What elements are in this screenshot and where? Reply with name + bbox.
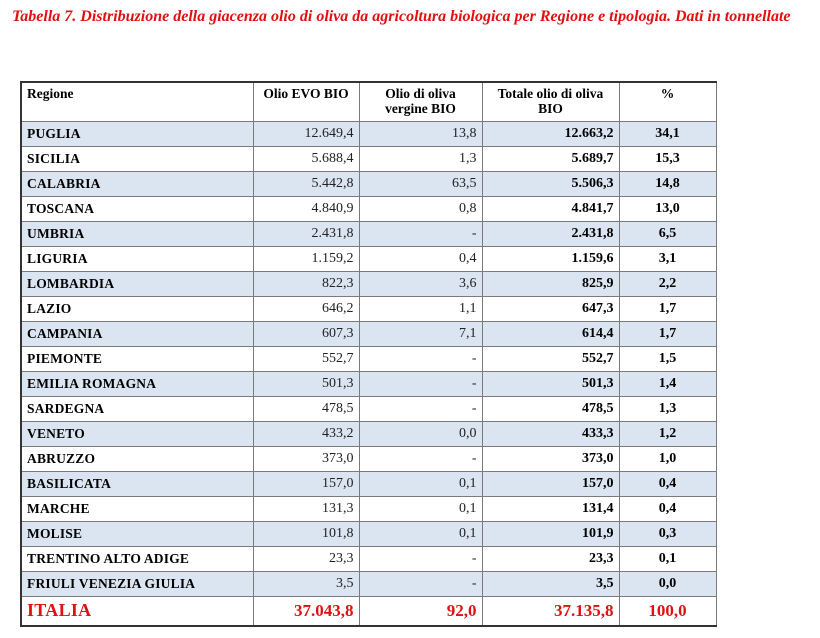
cell-percent: 1,7 — [619, 321, 716, 346]
cell-region: CAMPANIA — [21, 321, 253, 346]
column-header-totale: Totale olio di oliva BIO — [482, 82, 619, 121]
cell-percent: 0,3 — [619, 521, 716, 546]
cell-vergine: - — [359, 571, 482, 596]
table-row — [21, 446, 716, 471]
cell-vergine: 1,1 — [359, 296, 482, 321]
table-row — [21, 471, 716, 496]
cell-region: PIEMONTE — [21, 346, 253, 371]
cell-totale: 614,4 — [482, 321, 619, 346]
cell-evo: 5.442,8 — [253, 171, 359, 196]
cell-percent: 0,0 — [619, 571, 716, 596]
cell-percent: 1,0 — [619, 446, 716, 471]
cell-percent: 1,5 — [619, 346, 716, 371]
table-row — [21, 171, 716, 196]
column-header-evo: Olio EVO BIO — [253, 82, 359, 121]
cell-region: SARDEGNA — [21, 396, 253, 421]
cell-totale: 825,9 — [482, 271, 619, 296]
cell-vergine: 0,1 — [359, 496, 482, 521]
total-row — [21, 596, 716, 626]
total-evo: 37.043,8 — [253, 596, 359, 626]
cell-vergine: 13,8 — [359, 121, 482, 146]
cell-evo: 23,3 — [253, 546, 359, 571]
cell-vergine: - — [359, 396, 482, 421]
cell-totale: 1.159,6 — [482, 246, 619, 271]
cell-totale: 3,5 — [482, 571, 619, 596]
cell-region: VENETO — [21, 421, 253, 446]
cell-totale: 5.506,3 — [482, 171, 619, 196]
cell-percent: 1,4 — [619, 371, 716, 396]
cell-vergine: 1,3 — [359, 146, 482, 171]
cell-percent: 14,8 — [619, 171, 716, 196]
cell-percent: 2,2 — [619, 271, 716, 296]
cell-evo: 157,0 — [253, 471, 359, 496]
cell-percent: 1,7 — [619, 296, 716, 321]
cell-percent: 0,1 — [619, 546, 716, 571]
cell-totale: 12.663,2 — [482, 121, 619, 146]
cell-vergine: - — [359, 346, 482, 371]
cell-totale: 131,4 — [482, 496, 619, 521]
cell-evo: 607,3 — [253, 321, 359, 346]
cell-vergine: - — [359, 546, 482, 571]
cell-percent: 34,1 — [619, 121, 716, 146]
cell-vergine: 0,1 — [359, 471, 482, 496]
cell-percent: 3,1 — [619, 246, 716, 271]
cell-region: FRIULI VENEZIA GIULIA — [21, 571, 253, 596]
table-row — [21, 296, 716, 321]
cell-region: UMBRIA — [21, 221, 253, 246]
cell-region: PUGLIA — [21, 121, 253, 146]
cell-vergine: - — [359, 371, 482, 396]
cell-vergine: 0,0 — [359, 421, 482, 446]
cell-totale: 501,3 — [482, 371, 619, 396]
cell-percent: 0,4 — [619, 496, 716, 521]
table-row — [21, 146, 716, 171]
cell-evo: 501,3 — [253, 371, 359, 396]
cell-evo: 552,7 — [253, 346, 359, 371]
cell-vergine: - — [359, 446, 482, 471]
table-row — [21, 246, 716, 271]
cell-evo: 822,3 — [253, 271, 359, 296]
cell-totale: 2.431,8 — [482, 221, 619, 246]
cell-vergine: 7,1 — [359, 321, 482, 346]
cell-percent: 0,4 — [619, 471, 716, 496]
cell-evo: 3,5 — [253, 571, 359, 596]
cell-percent: 15,3 — [619, 146, 716, 171]
olive-oil-stock-table — [20, 81, 717, 627]
total-region: ITALIA — [21, 596, 253, 626]
table-row — [21, 546, 716, 571]
table-body — [21, 121, 716, 626]
cell-region: TRENTINO ALTO ADIGE — [21, 546, 253, 571]
cell-totale: 647,3 — [482, 296, 619, 321]
table-row — [21, 196, 716, 221]
cell-totale: 101,9 — [482, 521, 619, 546]
cell-region: BASILICATA — [21, 471, 253, 496]
cell-vergine: 3,6 — [359, 271, 482, 296]
column-header-percent: % — [619, 82, 716, 121]
cell-totale: 23,3 — [482, 546, 619, 571]
cell-evo: 478,5 — [253, 396, 359, 421]
cell-vergine: - — [359, 221, 482, 246]
table-row — [21, 421, 716, 446]
table-row — [21, 571, 716, 596]
cell-evo: 1.159,2 — [253, 246, 359, 271]
table-row — [21, 121, 716, 146]
table-caption: Tabella 7. Distribuzione della giacenza olio di oliva da agricoltura biologica per Regione e tipologia. Dati in tonnellate — [12, 8, 791, 25]
cell-percent: 1,2 — [619, 421, 716, 446]
cell-totale: 4.841,7 — [482, 196, 619, 221]
cell-vergine: 0,8 — [359, 196, 482, 221]
total-totale: 37.135,8 — [482, 596, 619, 626]
cell-vergine: 0,1 — [359, 521, 482, 546]
cell-region: ABRUZZO — [21, 446, 253, 471]
table-row — [21, 396, 716, 421]
header-row — [21, 82, 716, 121]
cell-percent: 1,3 — [619, 396, 716, 421]
cell-percent: 6,5 — [619, 221, 716, 246]
table-row — [21, 496, 716, 521]
cell-totale: 478,5 — [482, 396, 619, 421]
cell-region: CALABRIA — [21, 171, 253, 196]
table-row — [21, 346, 716, 371]
table-row — [21, 521, 716, 546]
cell-region: SICILIA — [21, 146, 253, 171]
total-vergine: 92,0 — [359, 596, 482, 626]
table-row — [21, 271, 716, 296]
cell-region: LAZIO — [21, 296, 253, 321]
cell-totale: 5.689,7 — [482, 146, 619, 171]
table-row — [21, 371, 716, 396]
cell-totale: 433,3 — [482, 421, 619, 446]
cell-evo: 4.840,9 — [253, 196, 359, 221]
cell-evo: 2.431,8 — [253, 221, 359, 246]
cell-vergine: 0,4 — [359, 246, 482, 271]
cell-region: LOMBARDIA — [21, 271, 253, 296]
cell-evo: 5.688,4 — [253, 146, 359, 171]
cell-evo: 433,2 — [253, 421, 359, 446]
cell-percent: 13,0 — [619, 196, 716, 221]
column-header-vergine: Olio di oliva vergine BIO — [359, 82, 482, 121]
column-header-region: Regione — [21, 82, 253, 121]
cell-evo: 131,3 — [253, 496, 359, 521]
cell-totale: 373,0 — [482, 446, 619, 471]
cell-region: EMILIA ROMAGNA — [21, 371, 253, 396]
cell-totale: 157,0 — [482, 471, 619, 496]
cell-region: MOLISE — [21, 521, 253, 546]
cell-evo: 646,2 — [253, 296, 359, 321]
cell-region: LIGURIA — [21, 246, 253, 271]
cell-vergine: 63,5 — [359, 171, 482, 196]
cell-region: TOSCANA — [21, 196, 253, 221]
cell-region: MARCHE — [21, 496, 253, 521]
cell-evo: 373,0 — [253, 446, 359, 471]
table-row — [21, 221, 716, 246]
total-percent: 100,0 — [619, 596, 716, 626]
table-row — [21, 321, 716, 346]
cell-totale: 552,7 — [482, 346, 619, 371]
cell-evo: 101,8 — [253, 521, 359, 546]
cell-evo: 12.649,4 — [253, 121, 359, 146]
